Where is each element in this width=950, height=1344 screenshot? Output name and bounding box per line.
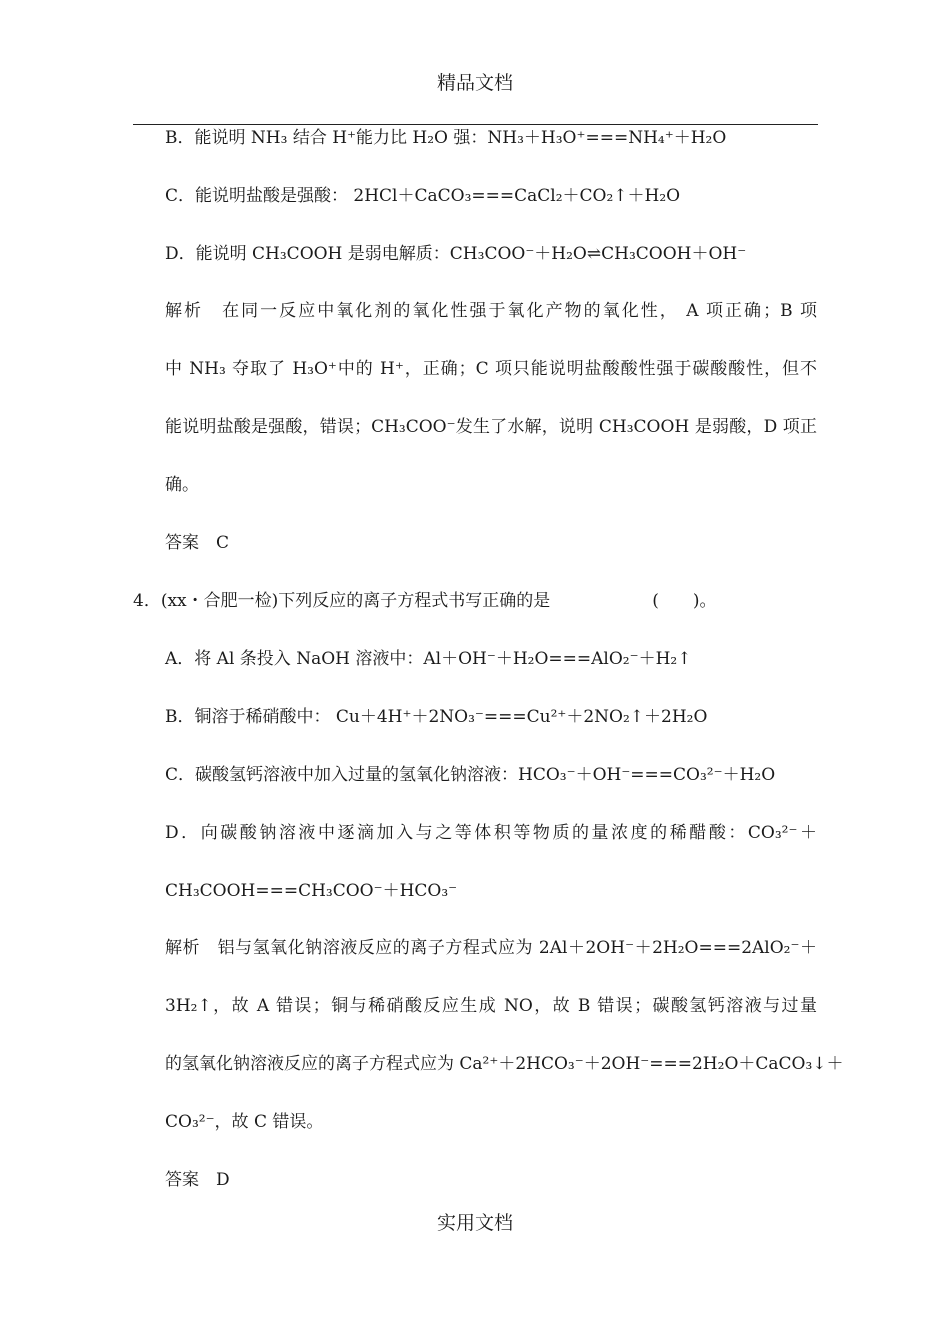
- option-b-line: B．能说明 NH₃ 结合 H⁺能力比 H₂O 强：NH₃＋H₃O⁺===NH₄⁺＋H₂O: [165, 128, 727, 148]
- q4-analysis-line-4: CO₃²⁻，故 C 错误。: [165, 1112, 324, 1132]
- q4-analysis-line-1: 解析 铝与氢氧化钠溶液反应的离子方程式应为 2Al＋2OH⁻＋2H₂O===2AlO₂⁻＋: [165, 938, 817, 958]
- q4-option-d-line-2: CH₃COOH===CH₃COO⁻＋HCO₃⁻: [165, 881, 458, 901]
- page-header: 精品文档: [436, 72, 513, 94]
- answer-line: 答案 C: [165, 533, 230, 553]
- q4-analysis-line-3: 的氢氧化钠溶液反应的离子方程式应为 Ca²⁺＋2HCO₃⁻＋2OH⁻===2H₂O＋CaCO₃↓＋: [165, 1054, 844, 1074]
- q4-option-b: B．铜溶于稀硝酸中： Cu＋4H⁺＋2NO₃⁻===Cu²⁺＋2NO₂↑＋2H₂O: [165, 707, 708, 727]
- q4-option-d-line-1: D．向碳酸钠溶液中逐滴加入与之等体积等物质的量浓度的稀醋酸：CO₃²⁻＋: [165, 823, 817, 843]
- page-footer: 实用文档: [436, 1212, 513, 1234]
- question-4-title: 4．(xx・合肥一检)下列反应的离子方程式书写正确的是 ( )。: [133, 591, 717, 611]
- analysis-line-3: 能说明盐酸是强酸，错误；CH₃COO⁻发生了水解，说明 CH₃COOH 是弱酸，D 项正: [165, 417, 817, 437]
- header-rule: [133, 124, 818, 125]
- analysis-line-2: 中 NH₃ 夺取了 H₃O⁺中的 H⁺，正确；C 项只能说明盐酸酸性强于碳酸酸性，但不: [165, 359, 817, 379]
- analysis-line-1: 解析 在同一反应中氧化剂的氧化性强于氧化产物的氧化性， A 项正确；B 项: [165, 301, 817, 321]
- option-d-line: D．能说明 CH₃COOH 是弱电解质：CH₃COO⁻＋H₂O⇌CH₃COOH＋OH⁻: [165, 244, 747, 264]
- q4-option-c: C．碳酸氢钙溶液中加入过量的氢氧化钠溶液：HCO₃⁻＋OH⁻===CO₃²⁻＋H₂O: [165, 765, 776, 785]
- q4-answer-line: 答案 D: [165, 1170, 230, 1190]
- q4-option-a: A．将 Al 条投入 NaOH 溶液中：Al＋OH⁻＋H₂O===AlO₂⁻＋H₂↑: [165, 649, 692, 669]
- q4-analysis-line-2: 3H₂↑，故 A 错误；铜与稀硝酸反应生成 NO，故 B 错误；碳酸氢钙溶液与过量: [165, 996, 817, 1016]
- option-c-line: C．能说明盐酸是强酸： 2HCl＋CaCO₃===CaCl₂＋CO₂↑＋H₂O: [165, 186, 681, 206]
- analysis-line-4: 确。: [165, 475, 199, 495]
